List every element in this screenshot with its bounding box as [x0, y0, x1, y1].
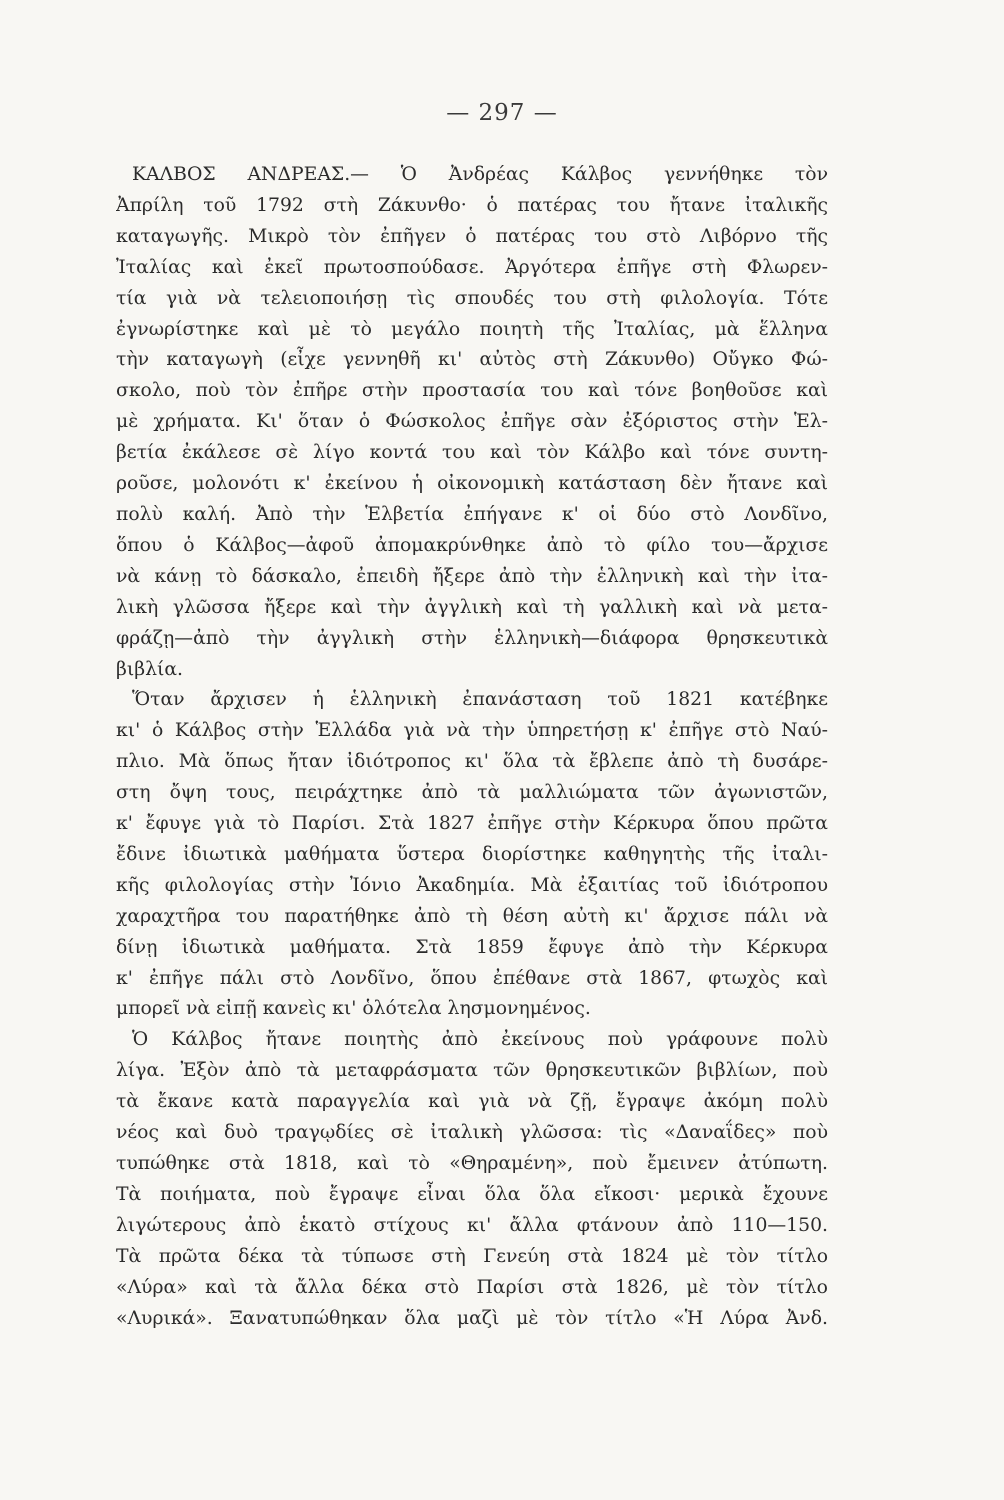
text-line: λιγώτερους ἀπὸ ἑκατὸ στίχους κι' ἄλλα φτάνουν ἀπὸ 110—150.: [116, 1214, 828, 1236]
text-line: στη ὄψη τους, πειράχτηκε ἀπὸ τὰ μαλλιώματα τῶν ἀγωνιστῶν,: [116, 782, 828, 804]
text-line: σκολο, ποὺ τὸν ἐπῆρε στὴν προστασία του καὶ τόνε βοηθοῦσε καὶ: [116, 380, 828, 402]
text-line: ἔδινε ἰδιωτικὰ μαθήματα ὕστερα διορίστηκε καθηγητὴς τῆς ἰταλι-: [116, 843, 828, 865]
text-line: φράζῃ—ἀπὸ τὴν ἀγγλικὴ στὴν ἑλληνικὴ—διάφορα θρησκευτικὰ: [116, 627, 828, 649]
text-line: Ἰταλίας καὶ ἐκεῖ πρωτοσπούδασε. Ἀργότερα ἐπῆγε στὴ Φλωρεν-: [116, 256, 828, 278]
paragraph-kalvos-works: [116, 1025, 828, 1334]
text-line: μπορεῖ νὰ εἰπῇ κανεὶς κι' ὁλότελα λησμονημένος.: [116, 998, 591, 1020]
text-line: ὅπου ὁ Κάλβος—ἀφοῦ ἀπομακρύνθηκε ἀπὸ τὸ φίλο του—ἄρχισε: [116, 534, 828, 556]
text-line: πλιο. Μὰ ὅπως ἤταν ἰδιότροπος κι' ὅλα τὰ ἔβλεπε ἀπὸ τὴ δυσάρε-: [116, 751, 828, 773]
text-line: νὰ κάνῃ τὸ δάσκαλο, ἐπειδὴ ἤξερε ἀπὸ τὴν ἑλληνικὴ καὶ τὴν ἰτα-: [116, 565, 828, 587]
text-line: Ἀπρίλη τοῦ 1792 στὴ Ζάκυνθο· ὁ πατέρας του ἤτανε ἰταλικῆς: [116, 194, 828, 216]
text-line: «Λυρικά». Ξανατυπώθηκαν ὅλα μαζὶ μὲ τὸν τίτλο «Ἡ Λύρα Ἀνδ.: [116, 1307, 828, 1329]
text-line: βιβλία.: [116, 658, 183, 680]
page-number: — 297 —: [446, 100, 558, 126]
text-line: κ' ἐπῆγε πάλι στὸ Λονδῖνο, ὅπου ἐπέθανε στὰ 1867, φτωχὸς καὶ: [116, 967, 828, 989]
text-line: χαραχτῆρα του παρατήθηκε ἀπὸ τὴ θέση αὐτὴ κι' ἄρχισε πάλι νὰ: [116, 905, 828, 927]
text-line: Ὅταν ἄρχισεν ἡ ἑλληνικὴ ἐπανάσταση τοῦ 1821 κατέβηκε: [132, 689, 828, 711]
text-line: Τὰ ποιήματα, ποὺ ἔγραψε εἶναι ὅλα ὅλα εἴκοσι· μερικὰ ἔχουνε: [116, 1183, 828, 1205]
text-line: Τὰ πρῶτα δέκα τὰ τύπωσε στὴ Γενεύη στὰ 1824 μὲ τὸν τίτλο: [116, 1245, 828, 1267]
text-line: ἐγνωρίστηκε καὶ μὲ τὸ μεγάλο ποιητὴ τῆς Ἰταλίας, μὰ ἕλληνα: [116, 318, 828, 340]
text-line: τυπώθηκε στὰ 1818, καὶ τὸ «Θηραμένη», ποὺ ἔμεινεν ἀτύπωτη.: [116, 1153, 828, 1174]
text-line: καταγωγῆς. Μικρὸ τὸν ἐπῆγεν ὁ πατέρας του στὸ Λιβόρνο τῆς: [116, 225, 828, 247]
text-line: κῆς φιλολογίας στὴν Ἰόνιο Ἀκαδημία. Μὰ ἐξαιτίας τοῦ ἰδιότροπου: [116, 874, 828, 896]
text-line: ΚΑΛΒΟΣ ΑΝΔΡΕΑΣ.— Ὁ Ἀνδρέας Κάλβος γεννήθηκε τὸν: [132, 164, 828, 185]
text-line: λίγα. Ἐξὸν ἀπὸ τὰ μεταφράσματα τῶν θρησκευτικῶν βιβλίων, ποὺ: [116, 1060, 828, 1082]
text-line: «Λύρα» καὶ τὰ ἄλλα δέκα στὸ Παρίσι στὰ 1826, μὲ τὸν τίτλο: [116, 1276, 828, 1298]
text-line: νέος καὶ δυὸ τραγῳδίες σὲ ἰταλικὴ γλῶσσα: τὶς «Δαναΐδες» ποὺ: [116, 1122, 828, 1144]
text-line: κ' ἔφυγε γιὰ τὸ Παρίσι. Στὰ 1827 ἐπῆγε στὴν Κέρκυρα ὅπου πρῶτα: [116, 813, 828, 835]
paragraph-kalvos-biography-early: [116, 160, 828, 685]
text-line: τὰ ἔκανε κατὰ παραγγελία καὶ γιὰ νὰ ζῇ, ἔγραψε ἀκόμη πολὺ: [116, 1091, 828, 1113]
text-line: τία γιὰ νὰ τελειοποιήσῃ τὶς σπουδές του στὴ φιλολογία. Τότε: [116, 287, 828, 309]
text-line: λικὴ γλῶσσα ἤξερε καὶ τὴν ἀγγλικὴ καὶ τὴ γαλλικὴ καὶ νὰ μετα-: [116, 596, 828, 618]
text-line: μὲ χρήματα. Κι' ὅταν ὁ Φώσκολος ἐπῆγε σὰν ἐξόριστος στὴν Ἑλ-: [116, 411, 828, 433]
text-line: βετία ἐκάλεσε σὲ λίγο κοντά του καὶ τὸν Κάλβο καὶ τόνε συντη-: [116, 442, 828, 464]
paragraph-kalvos-biography-later: [116, 685, 828, 1025]
text-line: ροῦσε, μολονότι κ' ἐκείνου ἡ οἰκονομικὴ κατάσταση δὲν ἤτανε καὶ: [116, 473, 828, 495]
text-line: Ὁ Κάλβος ἤτανε ποιητὴς ἀπὸ ἐκείνους ποὺ γράφουνε πολὺ: [132, 1029, 828, 1051]
text-line: δίνῃ ἰδιωτικὰ μαθήματα. Στὰ 1859 ἔφυγε ἀπὸ τὴν Κέρκυρα: [116, 936, 828, 958]
text-line: πολὺ καλή. Ἀπὸ τὴν Ἑλβετία ἐπήγανε κ' οἱ δύο στὸ Λονδῖνο,: [116, 503, 828, 525]
text-line: τὴν καταγωγὴ (εἶχε γεννηθῆ κι' αὐτὸς στὴ Ζάκυνθο) Οὔγκο Φώ-: [116, 349, 828, 371]
body-text: [116, 160, 828, 1334]
text-line: κι' ὁ Κάλβος στὴν Ἑλλάδα γιὰ νὰ τὴν ὑπηρετήσῃ κ' ἐπῆγε στὸ Ναύ-: [116, 720, 828, 742]
